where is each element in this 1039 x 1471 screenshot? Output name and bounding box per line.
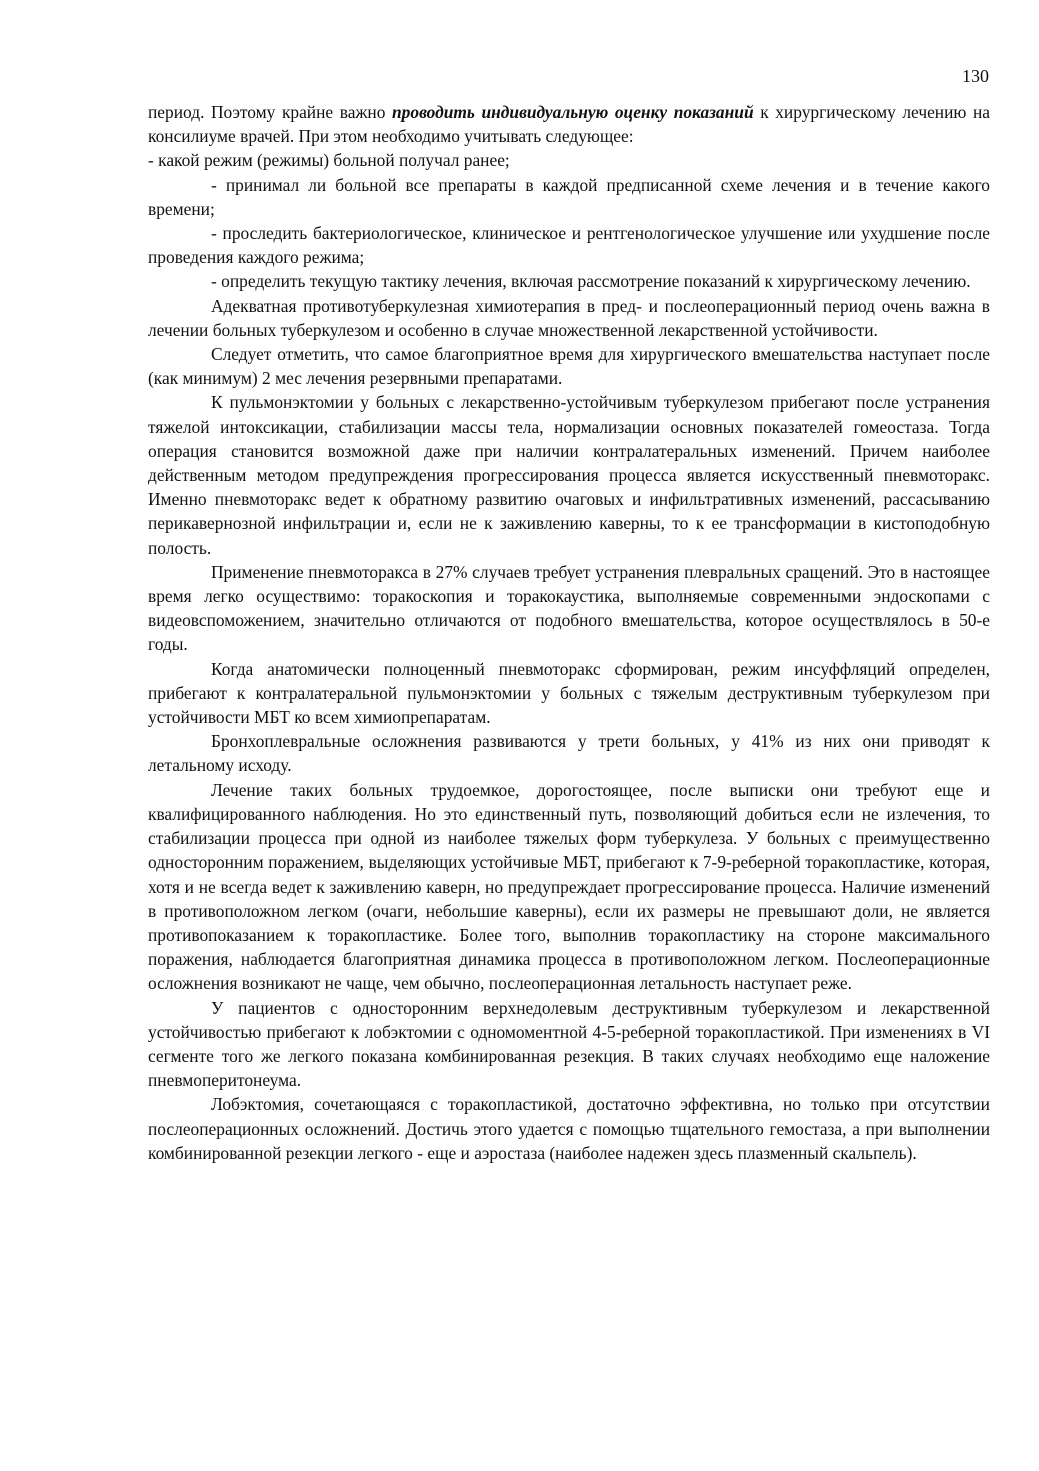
list-item: - какой режим (режимы) больной получал ранее;: [148, 150, 510, 171]
paragraph: Лобэктомия, сочетающаяся с торакопластикой, достаточно эффективна, но только при отсутствии послеоперационных осложнений. Достичь этого удается с помощью тщательного гемостаза, а при выполнении комбинированной резекции легкого - еще и аэростаза (наиболее надежен здесь плазменный скальпель).: [148, 1094, 990, 1163]
page-number: 130: [962, 66, 989, 86]
list-item: - принимал ли больной все препараты в каждой предписанной схеме лечения и в течение какого времени;: [148, 174, 990, 219]
paragraph: К пульмонэктомии у больных с лекарственно-устойчивым туберкулезом прибегают после устранения тяжелой интоксикации, стабилизации массы тела, нормализации основных показателей гомеостаза. Тогда операция становится возможной даже при наличии контралатеральных изменений. Причем наиболее действенным методом предупреждения прогрессирования процесса является искусственный пневмоторакс. Именно пневмоторакс ведет к обратному развитию очаговых и инфильтративных изменений, рассасыванию перикавернозной инфильтрации и, если не к заживлению каверны, то к ее трансформации в кистоподобную полость.: [148, 392, 990, 558]
paragraph: У пациентов с односторонним верхнедолевым деструктивным туберкулезом и лекарственной устойчивостью прибегают к лобэктомии с одномоментной 4-5-реберной торакопластикой. При изменениях в VI сегменте того же легкого показана комбинированная резекция. В таких случаях необходимо еще наложение пневмоперитонеума.: [148, 997, 990, 1091]
intro-text-after: к хирургическому лечению на консилиуме врачей. При этом необходимо учитывать следующее:: [148, 102, 990, 147]
emphasized-phrase: проводить индивидуальную оценку показаний: [392, 102, 754, 122]
paragraph: Адекватная противотуберкулезная химиотерапия в пред- и послеоперационный период очень важна в лечении больных туберкулезом и особенно в случае множественной лекарственной устойчивости.: [148, 295, 990, 340]
paragraph: Бронхоплевральные осложнения развиваются у трети больных, у 41% из них они приводят к летальному исходу.: [148, 731, 990, 776]
paragraph: Когда анатомически полноценный пневмоторакс сформирован, режим инсуффляций определен, прибегают к контралатеральной пульмонэктомии у больных с тяжелым деструктивным туберкулезом при устойчивости МБТ ко всем химиопрепаратам.: [148, 658, 990, 728]
intro-paragraph: [148, 100, 990, 148]
paragraph: Применение пневмоторакса в 27% случаев требует устранения плевральных сращений. Это в настоящее время легко осуществимо: торакоскопия и торакокаустика, выполняемые современными эндоскопами с видеовспоможением, значительно отличаются от подобного вмешательства, которое осуществлялось в 50-е годы.: [148, 561, 990, 655]
intro-text-before: период. Поэтому крайне важно: [148, 102, 393, 122]
list-item: - определить текущую тактику лечения, включая рассмотрение показаний к хирургическому лечению.: [211, 271, 971, 292]
list-item: - проследить бактериологическое, клиническое и рентгенологическое улучшение или ухудшение после проведения каждого режима;: [148, 223, 990, 268]
paragraph: Лечение таких больных трудоемкое, дорогостоящее, после выписки они требуют еще и квалифицированного наблюдения. Но это единственный путь, позволяющий добиться если не излечения, то стабилизации процесса при одной из наиболее тяжелых форм туберкулеза. У больных с преимущественно односторонним поражением, выделяющих устойчивые МБТ, прибегают к 7-9-реберной торакопластике, которая, хотя и не всегда ведет к заживлению каверн, но предупреждает прогрессирование процесса. Наличие изменений в противоположном легком (очаги, небольшие каверны), если их размеры не превышают доли, не является противопоказанием к торакопластике. Более того, выполнив торакопластику на стороне максимального поражения, наблюдается благоприятная динамика процесса в противоположном легком. Послеоперационные осложнения возникают не чаще, чем обычно, послеоперационная летальность наступает реже.: [148, 779, 990, 994]
page-body: [148, 100, 990, 1165]
paragraph: Следует отметить, что самое благоприятное время для хирургического вмешательства наступает после (как минимум) 2 мес лечения резервными препаратами.: [148, 344, 990, 389]
